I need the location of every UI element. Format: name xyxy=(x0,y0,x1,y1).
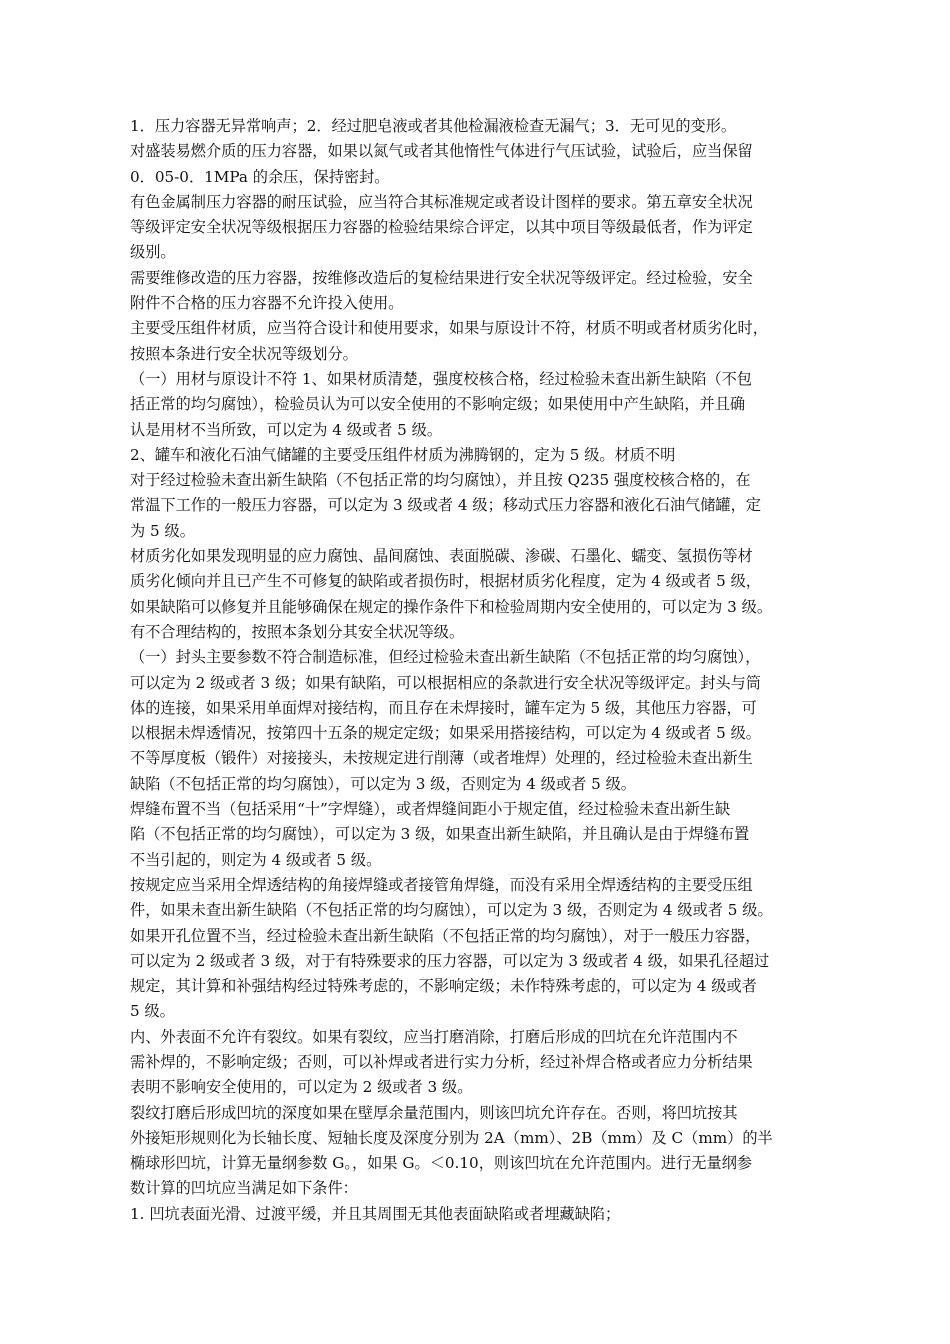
text-line: 不当引起的，则定为 4 级或者 5 级。 xyxy=(130,850,382,869)
text-line: 以根据未焊透情况，按第四十五条的规定定级；如果采用搭接结构，可以定为 4 级或者 5 级。 xyxy=(130,724,761,743)
text-line: 对于经过检验未查出新生缺陷（不包括正常的均匀腐蚀），并且按 Q235 强度校核合格的，在 xyxy=(130,471,751,490)
text-line: 内、外表面不允许有裂纹。如果有裂纹，应当打磨消除，打磨后形成的凹坑在允许范围内不 xyxy=(130,1027,738,1046)
text-line: 为 5 级。 xyxy=(130,521,195,540)
text-line: 按规定应当采用全焊透结构的角接焊缝或者接管角焊缝，而没有采用全焊透结构的主要受压组 xyxy=(130,875,753,894)
text-line: 外接矩形规则化为长轴长度、短轴长度及深度分别为 2A（mm）、2B（mm）及 C（mm）的半 xyxy=(130,1128,773,1147)
text-line: 如果缺陷可以修复并且能够确保在规定的操作条件下和检验周期内安全使用的，可以定为 3 级。 xyxy=(130,597,773,616)
text-line: 如果开孔位置不当，经过检验未查出新生缺陷（不包括正常的均匀腐蚀），对于一般压力容器， xyxy=(130,926,761,945)
text-line: 需补焊的，不影响定级；否则，可以补焊或者进行实力分析，经过补焊合格或者应力分析结果 xyxy=(130,1052,753,1071)
text-line: 椭球形凹坑，计算无量纲参数 G。，如果 G。＜0.10，则该凹坑在允许范围内。进行无量纲参 xyxy=(130,1154,753,1173)
text-line: 按照本条进行安全状况等级划分。 xyxy=(130,344,358,363)
text-line: 规定，其计算和补强结构经过特殊考虑的，不影响定级；未作特殊考虑的，可以定为 4 级或者 xyxy=(130,977,757,996)
text-line: （一）封头主要参数不符合制造标准，但经过检验未查出新生缺陷（不包括正常的均匀腐蚀）， xyxy=(130,648,761,667)
text-line: 附件不合格的压力容器不允许投入使用。 xyxy=(130,294,404,313)
text-line: 5 级。 xyxy=(130,1002,175,1021)
text-line: 有色金属制压力容器的耐压试验，应当符合其标准规定或者设计图样的要求。第五章安全状况 xyxy=(130,192,753,211)
text-line: 缺陷（不包括正常的均匀腐蚀），可以定为 3 级，否则定为 4 级或者 5 级。 xyxy=(130,774,636,793)
text-line: 主要受压组件材质，应当符合设计和使用要求，如果与原设计不符，材质不明或者材质劣化时， xyxy=(130,319,768,338)
text-line: 表明不影响安全使用的，可以定为 2 级或者 3 级。 xyxy=(130,1078,473,1097)
text-line: 常温下工作的一般压力容器，可以定为 3 级或者 4 级；移动式压力容器和液化石油气储罐，定 xyxy=(130,496,761,515)
text-line: 可以定为 2 级或者 3 级；如果有缺陷，可以根据相应的条款进行安全状况等级评定。封头与筒 xyxy=(130,673,761,692)
text-line: 2、罐车和液化石油气储罐的主要受压组件材质为沸腾钢的，定为 5 级。材质不明 xyxy=(130,445,676,464)
text-line: 陷（不包括正常的均匀腐蚀），可以定为 3 级，如果查出新生缺陷，并且确认是由于焊缝布置 xyxy=(130,825,750,844)
text-line: 认是用材不当所致，可以定为 4 级或者 5 级。 xyxy=(130,420,443,439)
text-line: 0．05-0．1MPa 的余压，保持密封。 xyxy=(130,167,390,186)
text-line: 可以定为 2 级或者 3 级，对于有特殊要求的压力容器，可以定为 3 级或者 4 级，如果孔径超过 xyxy=(130,951,770,970)
text-line: 材质劣化如果发现明显的应力腐蚀、晶间腐蚀、表面脱碳、渗碳、石墨化、蠕变、氢损伤等材 xyxy=(130,547,753,566)
text-line: （一）用材与原设计不符 1、如果材质清楚，强度校核合格，经过检验未查出新生缺陷（不包 xyxy=(130,369,752,388)
text-line: 质劣化倾向并且已产生不可修复的缺陷或者损伤时，根据材质劣化程度，定为 4 级或者 5 级， xyxy=(130,572,761,591)
text-line: 焊缝布置不当（包括采用“十”字焊缝），或者焊缝间距小于规定值，经过检验未查出新生缺 xyxy=(130,800,731,819)
text-line: 1．压力容器无异常响声；2．经过肥皂液或者其他检漏液检查无漏气；3．无可见的变形。 xyxy=(130,117,737,135)
text-line: 有不合理结构的，按照本条划分其安全状况等级。 xyxy=(130,622,465,641)
text-line: 不等厚度板（锻件）对接接头，未按规定进行削薄（或者堆焊）处理的，经过检验未查出新生 xyxy=(130,749,753,768)
text-line: 裂纹打磨后形成凹坑的深度如果在壁厚余量范围内，则该凹坑允许存在。否则，将凹坑按其 xyxy=(130,1103,738,1122)
text-line: 件，如果未查出新生缺陷（不包括正常的均匀腐蚀），可以定为 3 级，否则定为 4 级或者 5 级。 xyxy=(130,901,773,920)
text-line: 括正常的均匀腐蚀），检验员认为可以安全使用的不影响定级；如果使用中产生缺陷，并且确 xyxy=(130,395,746,414)
document-body xyxy=(130,114,836,1227)
text-line: 需要维修改造的压力容器，按维修改造后的复检结果进行安全状况等级评定。经过检验，安全 xyxy=(130,268,753,287)
text-line: 对盛装易燃介质的压力容器，如果以氮气或者其他惰性气体进行气压试验，试验后，应当保留 xyxy=(130,142,753,161)
text-line: 级别。 xyxy=(130,243,176,262)
text-line: 1. 凹坑表面光滑、过渡平缓，并且其周围无其他表面缺陷或者埋藏缺陷； xyxy=(130,1204,621,1223)
text-line: 数计算的凹坑应当满足如下条件： xyxy=(130,1179,358,1198)
text-line: 等级评定安全状况等级根据压力容器的检验结果综合评定，以其中项目等级最低者，作为评定 xyxy=(130,218,753,237)
text-line: 体的连接，如果采用单面焊对接结构，而且存在未焊接时，罐车定为 5 级，其他压力容器，可 xyxy=(130,698,757,717)
